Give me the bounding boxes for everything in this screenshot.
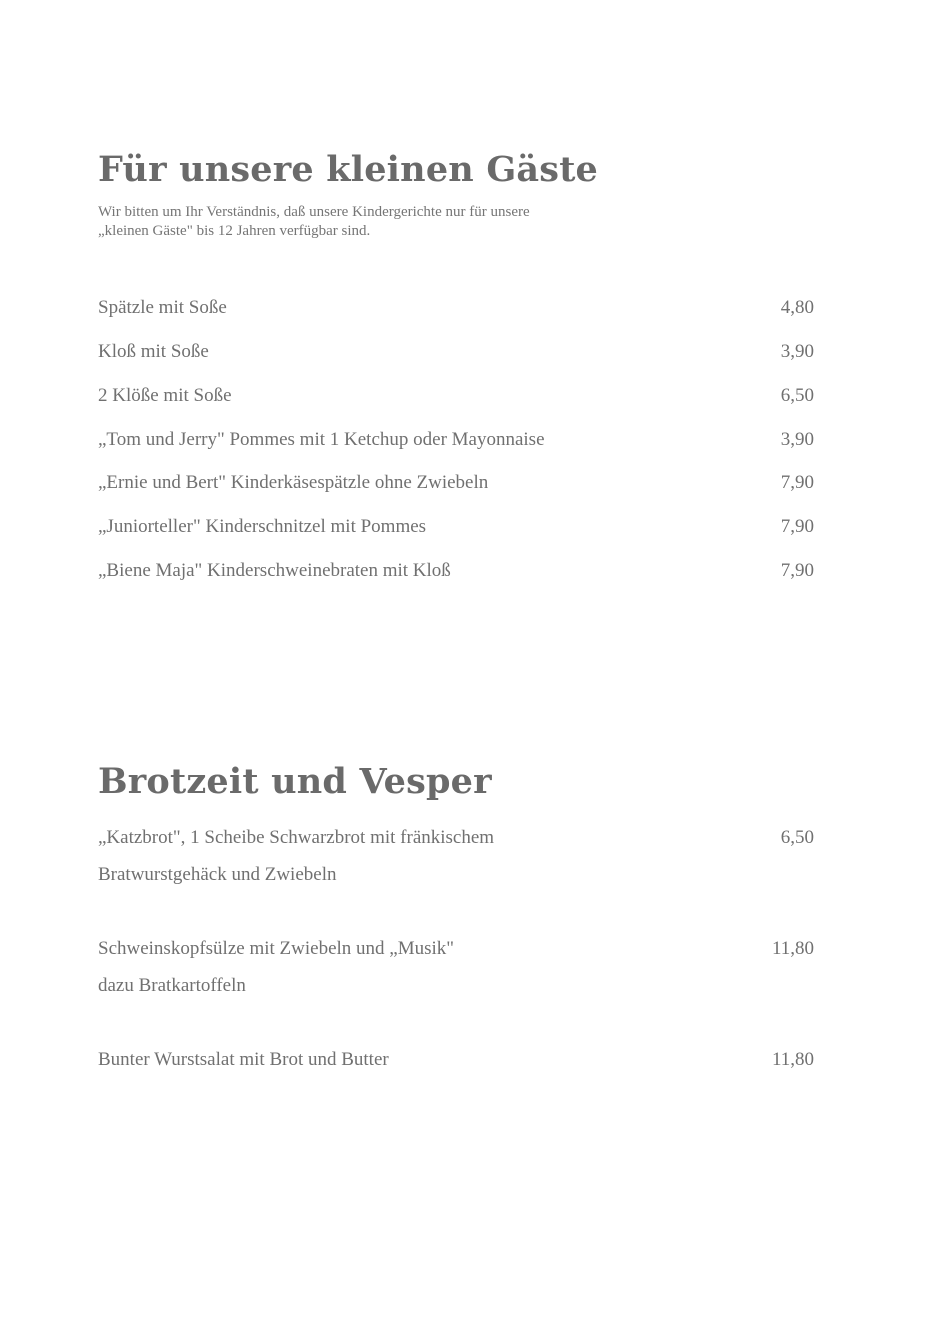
menu-item-price: 7,90 — [780, 516, 814, 537]
menu-item — [98, 384, 814, 408]
brotzeit-section-title: Brotzeit und Vesper — [98, 761, 492, 802]
menu-item-name: „Juniorteller" Kinderschnitzel mit Pommes — [98, 516, 427, 537]
menu-item-price: 6,50 — [780, 385, 814, 406]
menu-item — [98, 296, 814, 320]
menu-item-price: 11,80 — [771, 1049, 814, 1070]
menu-item — [98, 559, 814, 583]
menu-item-name: „Biene Maja" Kinderschweinebraten mit Kloß — [98, 560, 451, 581]
menu-item-price: 7,90 — [780, 472, 814, 493]
menu-item — [98, 515, 814, 539]
menu-item-name: „Ernie und Bert" Kinderkäsespätzle ohne Zwiebeln — [98, 472, 489, 493]
menu-item — [98, 937, 814, 961]
kids-age-note — [98, 203, 698, 241]
kids-note-line-2: „kleinen Gäste" bis 12 Jahren verfügbar sind. — [98, 223, 371, 239]
menu-item-price: 3,90 — [780, 341, 814, 362]
menu-item-price: 11,80 — [771, 938, 814, 959]
menu-item-price: 4,80 — [780, 297, 814, 318]
menu-item-name: „Katzbrot", 1 Scheibe Schwarzbrot mit fränkischem — [98, 827, 495, 848]
kids-section-title: Für unsere kleinen Gäste — [98, 149, 599, 190]
menu-item-continuation: Bratwurstgehäck und Zwiebeln — [98, 864, 337, 885]
menu-item — [98, 340, 814, 364]
menu-item-price: 7,90 — [780, 560, 814, 581]
menu-item-price: 6,50 — [780, 827, 814, 848]
menu-item — [98, 826, 814, 850]
menu-item-name: Schweinskopfsülze mit Zwiebeln und „Musik" — [98, 938, 455, 959]
menu-item-price: 3,90 — [780, 429, 814, 450]
menu-item-name: „Tom und Jerry" Pommes mit 1 Ketchup oder Mayonnaise — [98, 429, 545, 450]
menu-item-name: Spätzle mit Soße — [98, 297, 227, 318]
menu-item-name: 2 Klöße mit Soße — [98, 385, 232, 406]
menu-item — [98, 1048, 814, 1072]
menu-item-name: Bunter Wurstsalat mit Brot und Butter — [98, 1049, 389, 1070]
menu-item — [98, 428, 814, 452]
menu-item — [98, 471, 814, 495]
menu-item-continuation: dazu Bratkartoffeln — [98, 975, 246, 996]
kids-note-line-1: Wir bitten um Ihr Verständnis, daß unsere Kindergerichte nur für unsere — [98, 204, 530, 220]
menu-item-name: Kloß mit Soße — [98, 341, 209, 362]
